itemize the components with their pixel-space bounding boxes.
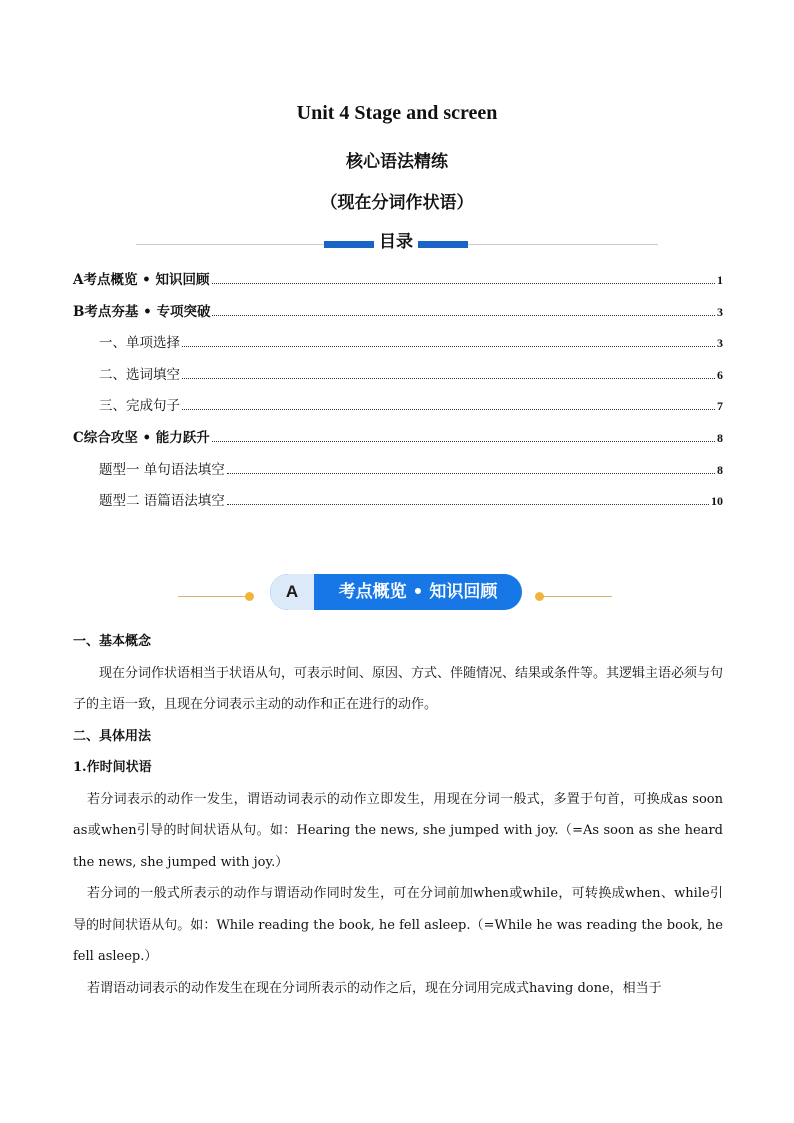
toc-heading-divider bbox=[136, 230, 658, 254]
toc-entry[interactable] bbox=[73, 331, 723, 363]
section-banner bbox=[178, 572, 618, 612]
toc-leader bbox=[212, 440, 715, 442]
toc-entry[interactable] bbox=[73, 363, 723, 395]
toc-entry[interactable] bbox=[73, 458, 723, 490]
document-subtitle: 核心语法精练 bbox=[346, 152, 448, 172]
toc-entry-page: 8 bbox=[717, 430, 723, 445]
toc-leader bbox=[227, 503, 709, 505]
table-of-contents bbox=[73, 268, 723, 521]
toc-leader bbox=[212, 282, 715, 284]
banner-line-right bbox=[542, 596, 612, 597]
toc-leader bbox=[212, 314, 715, 316]
toc-entry-label: 题型二 语篇语法填空 bbox=[99, 493, 225, 510]
toc-entry[interactable] bbox=[73, 394, 723, 426]
divider-accent-right bbox=[418, 241, 468, 248]
toc-leader bbox=[227, 472, 715, 474]
banner-dot-left bbox=[245, 592, 254, 601]
paragraph-usage-1: 若分词表示的动作一发生，谓语动词表示的动作立即发生，用现在分词一般式，多置于句首，可换成as soon as或when引导的时间状语从句。如：Hearing the news, she jumped with joy.（=As soon as she heard the news, she jumped with joy.） bbox=[73, 791, 723, 870]
toc-leader bbox=[182, 345, 715, 347]
toc-entry[interactable] bbox=[73, 489, 723, 521]
document-title: Unit 4 Stage and screen bbox=[296, 102, 498, 124]
document-body bbox=[73, 626, 723, 1004]
toc-entry-label: 一、单项选择 bbox=[99, 335, 180, 352]
heading-time-adverbial: 1.作时间状语 bbox=[73, 760, 152, 775]
toc-entry[interactable] bbox=[73, 268, 723, 300]
paragraph-concept: 现在分词作状语相当于状语从句，可表示时间、原因、方式、伴随情况、结果或条件等。其逻辑主语必须与句子的主语一致，且现在分词表示主动的动作和正在进行的动作。 bbox=[73, 665, 724, 712]
toc-entry-label: 三、完成句子 bbox=[99, 398, 180, 415]
toc-entry-label: B考点夯基 • 专项突破 bbox=[73, 303, 211, 320]
section-pill bbox=[270, 574, 522, 610]
toc-entry-page: 3 bbox=[717, 304, 723, 319]
toc-entry-label: C综合攻坚 • 能力跃升 bbox=[73, 429, 210, 446]
paragraph-usage-2: 若分词的一般式所表示的动作与谓语动作同时发生，可在分词前加when或while，可转换成when、while引导的时间状语从句。如：While reading the book, he fell asleep.（=While he was reading the book, he fell asleep.） bbox=[73, 886, 723, 964]
toc-entry-page: 7 bbox=[717, 399, 723, 414]
toc-leader bbox=[182, 408, 715, 410]
toc-entry-page: 8 bbox=[717, 462, 723, 477]
toc-leader bbox=[182, 377, 715, 379]
heading-usage: 二、具体用法 bbox=[73, 728, 152, 744]
divider-accent-left bbox=[324, 241, 374, 248]
section-letter: A bbox=[270, 574, 314, 610]
toc-entry[interactable] bbox=[73, 426, 723, 458]
toc-entry-page: 1 bbox=[717, 273, 723, 287]
document-topic: （现在分词作状语） bbox=[320, 193, 474, 213]
toc-entry-label: 二、选词填空 bbox=[99, 366, 180, 383]
toc-heading: 目录 bbox=[374, 230, 418, 254]
toc-entry-page: 3 bbox=[717, 336, 723, 351]
toc-entry-page: 10 bbox=[711, 494, 723, 509]
heading-concept: 一、基本概念 bbox=[73, 634, 152, 649]
toc-entry-page: 6 bbox=[717, 367, 723, 382]
section-title: 考点概览 • 知识回顾 bbox=[338, 582, 498, 602]
toc-entry-label: A考点概览 • 知识回顾 bbox=[73, 272, 210, 288]
banner-line-left bbox=[178, 596, 248, 597]
toc-entry[interactable] bbox=[73, 300, 723, 332]
toc-entry-label: 题型一 单句语法填空 bbox=[99, 461, 225, 478]
paragraph-usage-3: 若谓语动词表示的动作发生在现在分词所表示的动作之后，现在分词用完成式having done，相当于 bbox=[87, 980, 662, 996]
